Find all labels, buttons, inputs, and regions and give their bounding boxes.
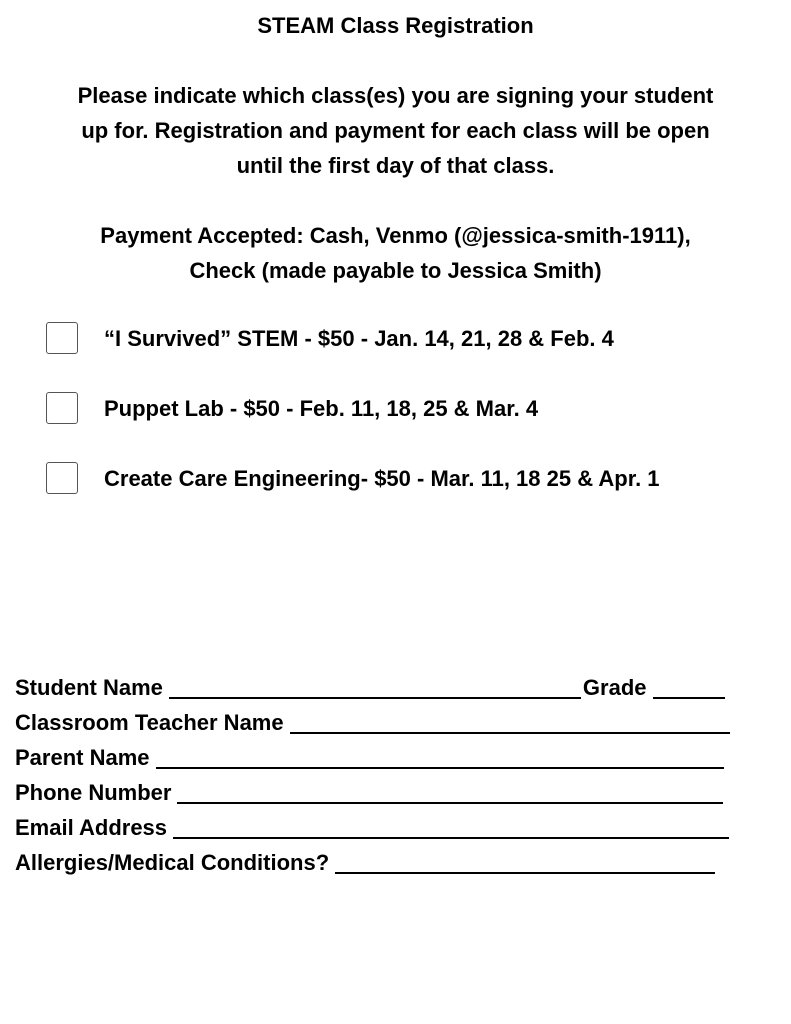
student-name-label: Student Name [15,675,163,700]
class-checkbox-i-survived[interactable] [46,322,78,354]
allergies-row [15,848,715,878]
allergies-field[interactable] [335,850,715,874]
parent-name-row [15,743,724,773]
instructions-line-3: until the first day of that class. [236,153,555,178]
teacher-name-field[interactable] [290,710,730,734]
instructions-line-1: Please indicate which class(es) you are signing your student [77,83,714,108]
class-label-create-care: Create Care Engineering- $50 - Mar. 11, 18 25 & Apr. 1 [104,466,660,491]
payment-line-1: Payment Accepted: Cash, Venmo (@jessica-smith-1911), [100,223,691,248]
phone-label: Phone Number [15,780,172,805]
student-name-row [15,673,725,703]
email-row [15,813,729,843]
class-label-i-survived: “I Survived” STEM - $50 - Jan. 14, 21, 28 & Feb. 4 [104,326,614,351]
class-label-puppet-lab: Puppet Lab - $50 - Feb. 11, 18, 25 & Mar. 4 [104,396,539,421]
parent-name-label: Parent Name [15,745,150,770]
payment-line-2: Check (made payable to Jessica Smith) [189,258,602,283]
allergies-label: Allergies/Medical Conditions? [15,850,330,875]
instructions-line-2: up for. Registration and payment for each class will be open [81,118,710,143]
class-checkbox-create-care[interactable] [46,462,78,494]
parent-name-field[interactable] [156,745,724,769]
page-title: STEAM Class Registration [257,13,534,38]
phone-row [15,778,723,808]
grade-label: Grade [582,675,647,700]
class-checkbox-puppet-lab[interactable] [46,392,78,424]
email-label: Email Address [15,815,168,840]
teacher-name-row [15,708,730,738]
email-field[interactable] [173,815,729,839]
student-name-field[interactable] [169,675,581,699]
teacher-name-label: Classroom Teacher Name [15,710,284,735]
grade-field[interactable] [653,675,725,699]
phone-field[interactable] [177,780,723,804]
